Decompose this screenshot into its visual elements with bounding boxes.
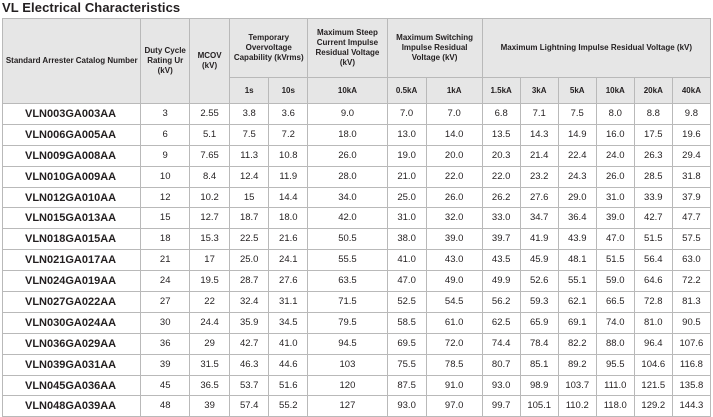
subheader-cell: 1s xyxy=(230,78,269,104)
catalog-number-cell: VLN024GA019AA xyxy=(3,271,141,292)
value-cell: 41.0 xyxy=(387,250,426,271)
value-cell: 24.0 xyxy=(596,145,634,166)
value-cell: 29.0 xyxy=(558,187,596,208)
value-cell: 48.1 xyxy=(558,250,596,271)
value-cell: 31.5 xyxy=(190,354,230,375)
value-cell: 8.0 xyxy=(596,104,634,125)
value-cell: 12.4 xyxy=(230,166,269,187)
value-cell: 111.0 xyxy=(596,375,634,396)
value-cell: 25.0 xyxy=(387,187,426,208)
value-cell: 55.5 xyxy=(308,250,387,271)
value-cell: 46.3 xyxy=(230,354,269,375)
value-cell: 34.7 xyxy=(520,208,558,229)
value-cell: 31.0 xyxy=(596,187,634,208)
value-cell: 74.4 xyxy=(482,333,520,354)
table-row xyxy=(3,333,711,354)
value-cell: 8.8 xyxy=(634,104,672,125)
value-cell: 51.5 xyxy=(596,250,634,271)
table-row xyxy=(3,229,711,250)
value-cell: 39 xyxy=(141,354,190,375)
value-cell: 24.4 xyxy=(190,312,230,333)
value-cell: 11.3 xyxy=(230,145,269,166)
value-cell: 63.5 xyxy=(308,271,387,292)
value-cell: 116.8 xyxy=(672,354,710,375)
value-cell: 13.0 xyxy=(387,124,426,145)
value-cell: 39.0 xyxy=(426,229,482,250)
value-cell: 78.5 xyxy=(426,354,482,375)
value-cell: 7.2 xyxy=(269,124,308,145)
value-cell: 39.7 xyxy=(482,229,520,250)
value-cell: 28.5 xyxy=(634,166,672,187)
value-cell: 3.8 xyxy=(230,104,269,125)
value-cell: 26.2 xyxy=(482,187,520,208)
value-cell: 44.6 xyxy=(269,354,308,375)
value-cell: 42.7 xyxy=(634,208,672,229)
value-cell: 32.0 xyxy=(426,208,482,229)
value-cell: 47.0 xyxy=(387,271,426,292)
value-cell: 66.5 xyxy=(596,292,634,313)
value-cell: 87.5 xyxy=(387,375,426,396)
value-cell: 103.7 xyxy=(558,375,596,396)
subheader-cell: 5kA xyxy=(558,78,596,104)
value-cell: 78.4 xyxy=(520,333,558,354)
value-cell: 22.0 xyxy=(426,166,482,187)
value-cell: 59.3 xyxy=(520,292,558,313)
value-cell: 22.5 xyxy=(230,229,269,250)
value-cell: 58.5 xyxy=(387,312,426,333)
catalog-number-cell: VLN012GA010AA xyxy=(3,187,141,208)
table-row xyxy=(3,145,711,166)
value-cell: 91.0 xyxy=(426,375,482,396)
value-cell: 62.5 xyxy=(482,312,520,333)
value-cell: 98.9 xyxy=(520,375,558,396)
value-cell: 43.0 xyxy=(426,250,482,271)
value-cell: 48 xyxy=(141,396,190,417)
value-cell: 21.0 xyxy=(387,166,426,187)
value-cell: 9 xyxy=(141,145,190,166)
table-row xyxy=(3,396,711,417)
value-cell: 19.0 xyxy=(387,145,426,166)
value-cell: 34.0 xyxy=(308,187,387,208)
value-cell: 20.3 xyxy=(482,145,520,166)
catalog-number-cell: VLN045GA036AA xyxy=(3,375,141,396)
value-cell: 28.0 xyxy=(308,166,387,187)
value-cell: 27.6 xyxy=(269,271,308,292)
value-cell: 10.8 xyxy=(269,145,308,166)
table-row xyxy=(3,312,711,333)
value-cell: 42.0 xyxy=(308,208,387,229)
table-row xyxy=(3,208,711,229)
value-cell: 38.0 xyxy=(387,229,426,250)
value-cell: 20.0 xyxy=(426,145,482,166)
value-cell: 62.1 xyxy=(558,292,596,313)
value-cell: 52.6 xyxy=(520,271,558,292)
value-cell: 99.7 xyxy=(482,396,520,417)
value-cell: 63.0 xyxy=(672,250,710,271)
value-cell: 89.2 xyxy=(558,354,596,375)
value-cell: 64.6 xyxy=(634,271,672,292)
subheader-cell: 3kA xyxy=(520,78,558,104)
value-cell: 22.0 xyxy=(482,166,520,187)
catalog-number-cell: VLN010GA009AA xyxy=(3,166,141,187)
value-cell: 59.0 xyxy=(596,271,634,292)
value-cell: 69.5 xyxy=(387,333,426,354)
value-cell: 81.0 xyxy=(634,312,672,333)
catalog-number-cell: VLN039GA031AA xyxy=(3,354,141,375)
value-cell: 9.8 xyxy=(672,104,710,125)
header-mcov: MCOV (kV) xyxy=(190,19,230,104)
value-cell: 71.5 xyxy=(308,292,387,313)
value-cell: 24.1 xyxy=(269,250,308,271)
value-cell: 27 xyxy=(141,292,190,313)
value-cell: 26.3 xyxy=(634,145,672,166)
header-temporary-overvoltage: Temporary Overvoltage Capability (kVrms) xyxy=(230,19,308,78)
value-cell: 47.7 xyxy=(672,208,710,229)
value-cell: 55.2 xyxy=(269,396,308,417)
table-body xyxy=(3,104,711,417)
value-cell: 10 xyxy=(141,166,190,187)
value-cell: 27.6 xyxy=(520,187,558,208)
value-cell: 16.0 xyxy=(596,124,634,145)
value-cell: 105.1 xyxy=(520,396,558,417)
subheader-cell: 10kA xyxy=(596,78,634,104)
catalog-number-cell: VLN003GA003AA xyxy=(3,104,141,125)
header-duty-cycle: Duty Cycle Rating Ur (kV) xyxy=(141,19,190,104)
header-steep-current: Maximum Steep Current Impulse Residual Voltage (kV) xyxy=(308,19,387,78)
value-cell: 57.5 xyxy=(672,229,710,250)
value-cell: 51.5 xyxy=(634,229,672,250)
value-cell: 26.0 xyxy=(426,187,482,208)
catalog-number-cell: VLN048GA039AA xyxy=(3,396,141,417)
value-cell: 50.5 xyxy=(308,229,387,250)
value-cell: 104.6 xyxy=(634,354,672,375)
table-row xyxy=(3,271,711,292)
value-cell: 3 xyxy=(141,104,190,125)
value-cell: 28.7 xyxy=(230,271,269,292)
value-cell: 15 xyxy=(141,208,190,229)
catalog-number-cell: VLN009GA008AA xyxy=(3,145,141,166)
catalog-number-cell: VLN036GA029AA xyxy=(3,333,141,354)
value-cell: 55.1 xyxy=(558,271,596,292)
value-cell: 57.4 xyxy=(230,396,269,417)
value-cell: 118.0 xyxy=(596,396,634,417)
value-cell: 18.7 xyxy=(230,208,269,229)
value-cell: 33.9 xyxy=(634,187,672,208)
table-row xyxy=(3,292,711,313)
value-cell: 135.8 xyxy=(672,375,710,396)
value-cell: 107.6 xyxy=(672,333,710,354)
table-row xyxy=(3,104,711,125)
value-cell: 75.5 xyxy=(387,354,426,375)
value-cell: 7.0 xyxy=(387,104,426,125)
value-cell: 8.4 xyxy=(190,166,230,187)
value-cell: 74.0 xyxy=(596,312,634,333)
value-cell: 15 xyxy=(230,187,269,208)
value-cell: 36.5 xyxy=(190,375,230,396)
value-cell: 34.5 xyxy=(269,312,308,333)
value-cell: 93.0 xyxy=(387,396,426,417)
value-cell: 17 xyxy=(190,250,230,271)
value-cell: 25.0 xyxy=(230,250,269,271)
value-cell: 3.6 xyxy=(269,104,308,125)
value-cell: 69.1 xyxy=(558,312,596,333)
value-cell: 129.2 xyxy=(634,396,672,417)
value-cell: 21.6 xyxy=(269,229,308,250)
value-cell: 7.65 xyxy=(190,145,230,166)
value-cell: 9.0 xyxy=(308,104,387,125)
value-cell: 72.8 xyxy=(634,292,672,313)
value-cell: 80.7 xyxy=(482,354,520,375)
value-cell: 24 xyxy=(141,271,190,292)
value-cell: 26.0 xyxy=(308,145,387,166)
value-cell: 10.2 xyxy=(190,187,230,208)
table-row xyxy=(3,187,711,208)
table-row xyxy=(3,250,711,271)
value-cell: 49.0 xyxy=(426,271,482,292)
value-cell: 26.0 xyxy=(596,166,634,187)
value-cell: 36 xyxy=(141,333,190,354)
catalog-number-cell: VLN030GA024AA xyxy=(3,312,141,333)
value-cell: 85.1 xyxy=(520,354,558,375)
value-cell: 14.3 xyxy=(520,124,558,145)
value-cell: 52.5 xyxy=(387,292,426,313)
value-cell: 19.6 xyxy=(672,124,710,145)
catalog-number-cell: VLN015GA013AA xyxy=(3,208,141,229)
value-cell: 103 xyxy=(308,354,387,375)
value-cell: 35.9 xyxy=(230,312,269,333)
value-cell: 88.0 xyxy=(596,333,634,354)
value-cell: 90.5 xyxy=(672,312,710,333)
value-cell: 43.9 xyxy=(558,229,596,250)
value-cell: 22 xyxy=(190,292,230,313)
value-cell: 24.3 xyxy=(558,166,596,187)
value-cell: 11.9 xyxy=(269,166,308,187)
value-cell: 56.2 xyxy=(482,292,520,313)
value-cell: 14.4 xyxy=(269,187,308,208)
value-cell: 6 xyxy=(141,124,190,145)
value-cell: 82.2 xyxy=(558,333,596,354)
value-cell: 45.9 xyxy=(520,250,558,271)
value-cell: 31.8 xyxy=(672,166,710,187)
value-cell: 12.7 xyxy=(190,208,230,229)
value-cell: 53.7 xyxy=(230,375,269,396)
subheader-cell: 10kA xyxy=(308,78,387,104)
header-switching-impulse: Maximum Switching Impulse Residual Voltage (kV) xyxy=(387,19,482,78)
value-cell: 29 xyxy=(190,333,230,354)
value-cell: 121.5 xyxy=(634,375,672,396)
value-cell: 93.0 xyxy=(482,375,520,396)
subheader-cell: 1.5kA xyxy=(482,78,520,104)
subheader-cell: 40kA xyxy=(672,78,710,104)
subheader-cell: 1kA xyxy=(426,78,482,104)
value-cell: 39.0 xyxy=(596,208,634,229)
value-cell: 14.0 xyxy=(426,124,482,145)
value-cell: 7.5 xyxy=(558,104,596,125)
table-row xyxy=(3,166,711,187)
value-cell: 7.1 xyxy=(520,104,558,125)
value-cell: 36.4 xyxy=(558,208,596,229)
value-cell: 127 xyxy=(308,396,387,417)
value-cell: 23.2 xyxy=(520,166,558,187)
value-cell: 37.9 xyxy=(672,187,710,208)
value-cell: 56.4 xyxy=(634,250,672,271)
value-cell: 72.0 xyxy=(426,333,482,354)
value-cell: 29.4 xyxy=(672,145,710,166)
value-cell: 95.5 xyxy=(596,354,634,375)
value-cell: 14.9 xyxy=(558,124,596,145)
value-cell: 41.9 xyxy=(520,229,558,250)
value-cell: 49.9 xyxy=(482,271,520,292)
value-cell: 6.8 xyxy=(482,104,520,125)
electrical-characteristics-table xyxy=(2,18,711,417)
value-cell: 12 xyxy=(141,187,190,208)
value-cell: 79.5 xyxy=(308,312,387,333)
value-cell: 33.0 xyxy=(482,208,520,229)
value-cell: 42.7 xyxy=(230,333,269,354)
value-cell: 22.4 xyxy=(558,145,596,166)
subheader-cell: 10s xyxy=(269,78,308,104)
value-cell: 81.3 xyxy=(672,292,710,313)
value-cell: 47.0 xyxy=(596,229,634,250)
value-cell: 97.0 xyxy=(426,396,482,417)
value-cell: 31.0 xyxy=(387,208,426,229)
value-cell: 5.1 xyxy=(190,124,230,145)
value-cell: 2.55 xyxy=(190,104,230,125)
value-cell: 7.5 xyxy=(230,124,269,145)
value-cell: 144.3 xyxy=(672,396,710,417)
value-cell: 21.4 xyxy=(520,145,558,166)
value-cell: 19.5 xyxy=(190,271,230,292)
value-cell: 15.3 xyxy=(190,229,230,250)
value-cell: 18.0 xyxy=(308,124,387,145)
header-catalog-number: Standard Arrester Catalog Number xyxy=(3,19,141,104)
value-cell: 32.4 xyxy=(230,292,269,313)
value-cell: 18 xyxy=(141,229,190,250)
value-cell: 31.1 xyxy=(269,292,308,313)
value-cell: 65.9 xyxy=(520,312,558,333)
value-cell: 61.0 xyxy=(426,312,482,333)
value-cell: 43.5 xyxy=(482,250,520,271)
value-cell: 13.5 xyxy=(482,124,520,145)
table-row xyxy=(3,375,711,396)
value-cell: 96.4 xyxy=(634,333,672,354)
value-cell: 18.0 xyxy=(269,208,308,229)
value-cell: 94.5 xyxy=(308,333,387,354)
header-lightning-impulse: Maximum Lightning Impulse Residual Voltage (kV) xyxy=(482,19,710,78)
table-row xyxy=(3,354,711,375)
value-cell: 21 xyxy=(141,250,190,271)
value-cell: 45 xyxy=(141,375,190,396)
value-cell: 110.2 xyxy=(558,396,596,417)
value-cell: 7.0 xyxy=(426,104,482,125)
catalog-number-cell: VLN018GA015AA xyxy=(3,229,141,250)
value-cell: 17.5 xyxy=(634,124,672,145)
value-cell: 54.5 xyxy=(426,292,482,313)
value-cell: 120 xyxy=(308,375,387,396)
catalog-number-cell: VLN021GA017AA xyxy=(3,250,141,271)
value-cell: 72.2 xyxy=(672,271,710,292)
catalog-number-cell: VLN006GA005AA xyxy=(3,124,141,145)
value-cell: 41.0 xyxy=(269,333,308,354)
table-row xyxy=(3,124,711,145)
value-cell: 30 xyxy=(141,312,190,333)
value-cell: 51.6 xyxy=(269,375,308,396)
subheader-cell: 0.5kA xyxy=(387,78,426,104)
subheader-cell: 20kA xyxy=(634,78,672,104)
value-cell: 39 xyxy=(190,396,230,417)
catalog-number-cell: VLN027GA022AA xyxy=(3,292,141,313)
page-title: VL Electrical Characteristics xyxy=(2,0,181,15)
